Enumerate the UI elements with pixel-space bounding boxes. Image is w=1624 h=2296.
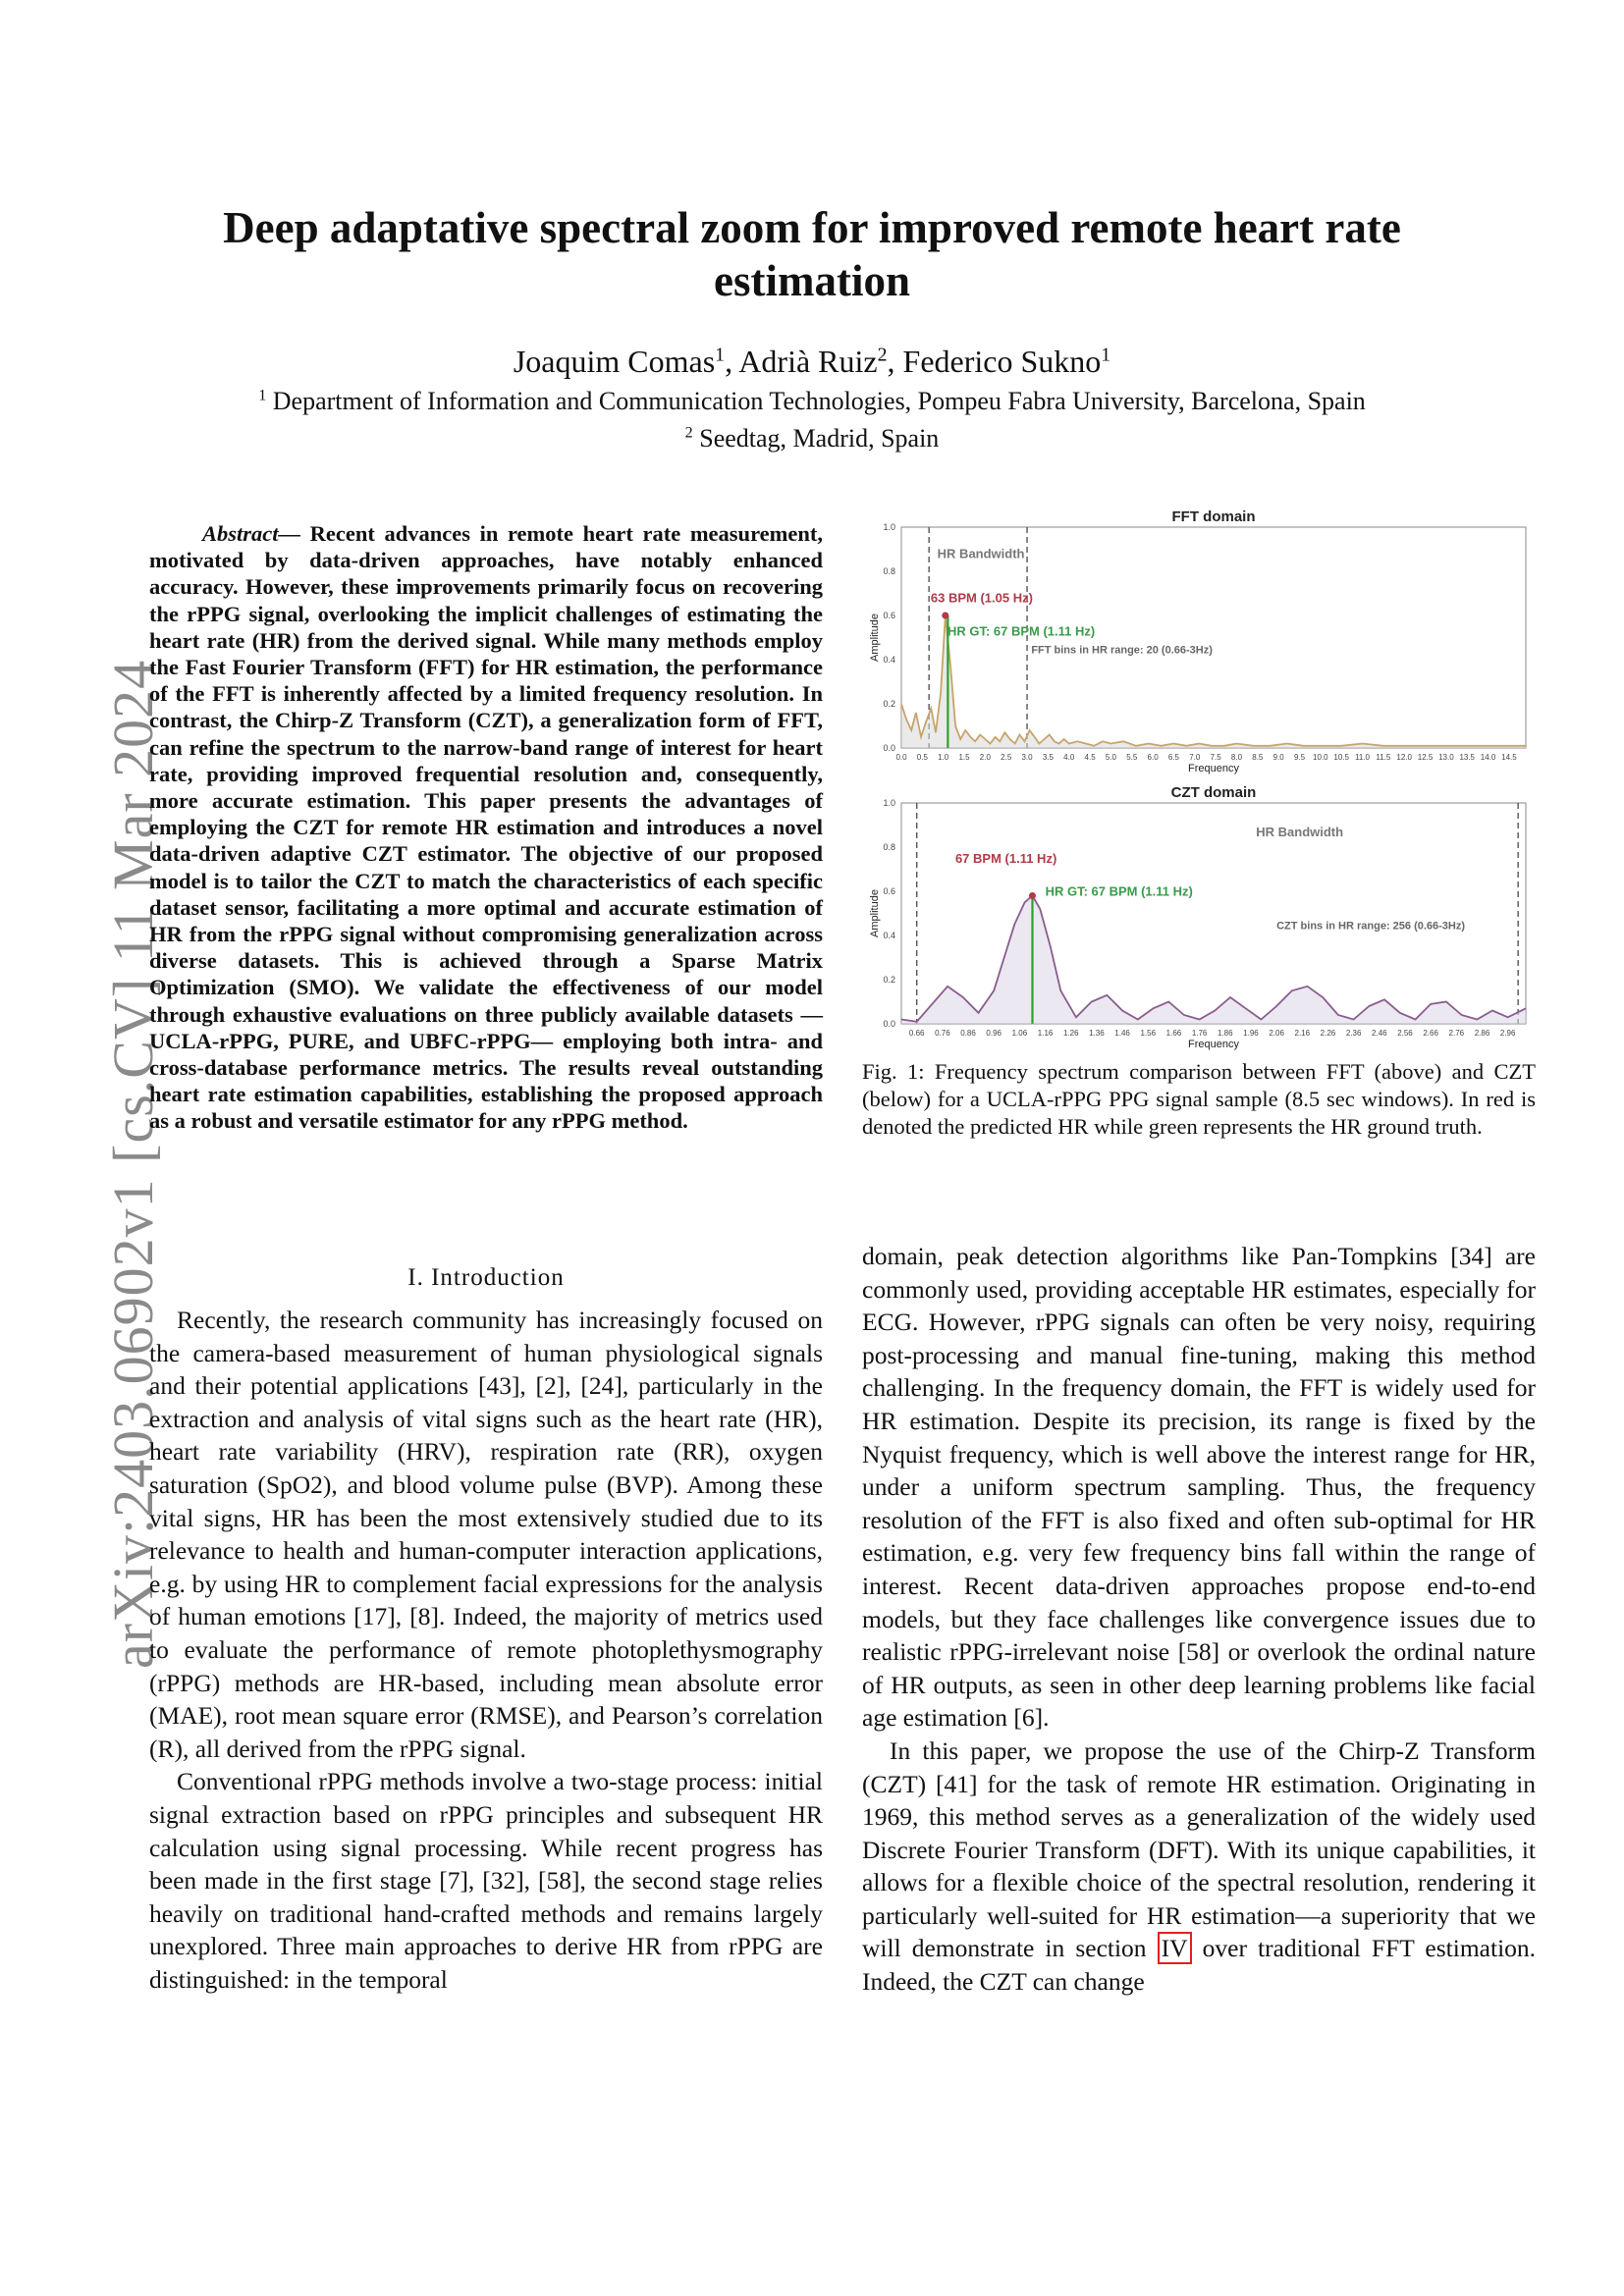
- x-tick-label: 2.16: [1294, 1029, 1311, 1038]
- y-tick-label: 1.0: [883, 522, 895, 532]
- x-tick-label: 0.76: [935, 1029, 950, 1038]
- x-tick-label: 2.46: [1372, 1029, 1387, 1038]
- x-tick-label: 1.5: [958, 753, 970, 762]
- arxiv-id: arXiv:2403.06902v1 [cs.CV] 11 Mar 2024: [101, 659, 165, 1669]
- paragraph: Conventional rPPG methods involve a two-stage process: initial signal extraction based on rPPG principles and subsequent HR calculation using signal processing. While recent progress has been made in the first stage [7], [32], [58], the second stage relies heavily on traditional hand-crafted methods and remains largely unexplored. Three main approaches to derive HR from rPPG are distinguished: in the temporal: [149, 1767, 823, 1994]
- paragraph: [862, 1735, 1536, 1999]
- x-tick-label: 9.0: [1272, 753, 1284, 762]
- x-tick-label: 10.0: [1313, 753, 1328, 762]
- predicted-hr-label: 63 BPM (1.05 Hz): [930, 590, 1033, 606]
- author-name: Adrià Ruiz: [738, 344, 878, 379]
- x-tick-label: 6.0: [1147, 753, 1159, 762]
- x-tick-label: 2.06: [1269, 1029, 1284, 1038]
- y-tick-label: 0.2: [883, 699, 895, 709]
- ground-truth-label: HR GT: 67 BPM (1.11 Hz): [947, 623, 1096, 639]
- x-tick-label: 2.36: [1345, 1029, 1362, 1038]
- bins-label: CZT bins in HR range: 256 (0.66-3Hz): [1276, 920, 1466, 933]
- figure-caption: Fig. 1: Frequency spectrum comparison between FFT (above) and CZT (below) for a UCLA-rPPG PPG signal sample (8.5 sec windows). In red is denoted the predicted HR while green represents the HR ground truth.: [862, 1059, 1536, 1139]
- paragraph: Recently, the research community has increasingly focused on the camera-based measurement of human physiological signals and their potential applications [43], [2], [24], particularly in the extraction and analysis of vital signs such as the heart rate (HR), heart rate variability (HRV), respiration rate (RR), oxygen saturation (SpO2), and blood volume pulse (BVP). Among these vital signs, HR has been the most extensively studied due to its relevance to health and human-computer interaction applications, e.g. by using HR to complement facial expressions for the analysis of human emotions [17], [8]. Indeed, the majority of metrics used to evaluate the performance of remote photoplethysmography (rPPG) methods are HR-based, including mean absolute error (MAE), root mean square error (RMSE), and Pearson’s correlation (R), all derived from the rPPG signal.: [149, 1306, 823, 1763]
- affiliation-mark: 1: [258, 387, 267, 404]
- x-tick-label: 14.0: [1480, 753, 1496, 762]
- x-tick-label: 1.46: [1114, 1029, 1130, 1038]
- y-tick-label: 0.4: [883, 931, 895, 940]
- x-tick-label: 3.5: [1042, 753, 1054, 762]
- paragraph-text: over traditional FFT estimation. Indeed, the CZT can change: [862, 1934, 1537, 1997]
- x-tick-label: 0.5: [916, 753, 928, 762]
- spectrum-figure: [862, 506, 1536, 1055]
- left-column-body: [149, 1304, 823, 1996]
- x-tick-label: 1.16: [1037, 1029, 1054, 1038]
- x-tick-label: 6.5: [1167, 753, 1180, 762]
- x-tick-label: 1.26: [1062, 1029, 1079, 1038]
- x-tick-label: 1.66: [1165, 1029, 1182, 1038]
- x-tick-label: 7.0: [1189, 753, 1201, 762]
- x-tick-label: 1.76: [1191, 1029, 1208, 1038]
- x-tick-label: 9.5: [1293, 753, 1306, 762]
- figure-1: [862, 506, 1536, 1055]
- x-tick-label: 12.5: [1417, 753, 1434, 762]
- affiliation-line: [147, 424, 1477, 454]
- x-tick-label: 1.86: [1217, 1029, 1233, 1038]
- y-tick-label: 0.4: [883, 655, 895, 665]
- x-tick-label: 8.0: [1230, 753, 1243, 762]
- x-tick-label: 8.5: [1252, 753, 1264, 762]
- x-tick-label: 1.06: [1011, 1029, 1028, 1038]
- x-tick-label: 2.0: [979, 753, 991, 762]
- section-heading: I. Introduction: [407, 1264, 565, 1291]
- predicted-peak-marker: [1029, 892, 1036, 899]
- author-affiliation-mark: 1: [715, 344, 726, 366]
- abstract-text: Recent advances in remote heart rate measurement, motivated by data-driven approaches, have notably enhanced accuracy. However, these improvements primarily focus on recovering the rPPG signal, overlooking the implicit challenges of estimating the heart rate (HR) from the derived signal. While many methods employ the Fast Fourier Transform (FFT) for HR estimation, the performance of the FFT is inherently affected by a limited frequency resolution. In contrast, the Chirp-Z Transform (CZT), a generalization form of FFT, can refine the spectrum to the narrow-band range of interest for heart rate, providing improved frequential resolution and, consequently, more accurate estimation. This paper presents the advantages of employing the CZT for remote HR estimation and introduces a novel data-driven adaptive CZT estimator. The objective of our proposed model is to tailor the CZT to match the characteristics of each specific dataset sensor, facilitating a more optimal and accurate estimation of HR from the rPPG signal without compromising generalization across diverse datasets. This is achieved through a Sparse Matrix Optimization (SMO). We validate the effectiveness of our model through exhaustive evaluations on three publicly available datasets —UCLA-rPPG, PURE, and UBFC-rPPG— employing both intra- and cross-database performance metrics. The results reveal outstanding heart rate estimation capabilities, establishing the proposed approach as a robust and versatile estimator for any rPPG method.: [149, 521, 823, 1134]
- right-column-body: [862, 1240, 1536, 1999]
- affiliation-line: [147, 387, 1477, 416]
- chart-title: FFT domain: [1171, 508, 1256, 525]
- x-tick-label: 2.76: [1448, 1029, 1465, 1038]
- paragraph-text: In this paper, we propose the use of the Chirp-Z Transform (CZT) [41] for the task of remote HR estimation. Originating in 1969, this method serves as a generalization of the widely used Discrete Fourier Transform (DFT). With its unique capabilities, it allows for a flexible choice of the spectral resolution, rendering it particularly well-suited for HR estimation—a superiority that we will demonstrate in section: [862, 1735, 1536, 1963]
- paper-title: Deep adaptative spectral zoom for improved remote heart rate estimation: [223, 203, 1401, 305]
- x-tick-label: 5.0: [1105, 753, 1116, 762]
- x-axis-label: Frequency: [1188, 1039, 1239, 1050]
- x-tick-label: 0.0: [895, 753, 907, 762]
- x-tick-label: 4.5: [1084, 753, 1096, 762]
- x-tick-label: 11.0: [1355, 753, 1371, 762]
- y-tick-label: 0.0: [883, 1019, 895, 1029]
- x-tick-label: 1.36: [1089, 1029, 1105, 1038]
- x-tick-label: 0.66: [908, 1029, 925, 1038]
- y-tick-label: 0.8: [883, 566, 895, 576]
- y-axis-label: Amplitude: [869, 614, 881, 662]
- x-axis-label: Frequency: [1188, 763, 1239, 774]
- x-tick-label: 1.96: [1243, 1029, 1259, 1038]
- x-tick-label: 3.0: [1021, 753, 1033, 762]
- y-tick-label: 0.6: [883, 886, 895, 896]
- x-tick-label: 0.86: [960, 1029, 976, 1038]
- x-tick-label: 0.96: [986, 1029, 1002, 1038]
- y-tick-label: 0.0: [883, 743, 895, 753]
- x-tick-label: 2.56: [1397, 1029, 1413, 1038]
- abstract: [149, 520, 823, 1135]
- x-tick-label: 1.56: [1140, 1029, 1157, 1038]
- x-tick-label: 12.0: [1396, 753, 1413, 762]
- x-tick-label: 13.5: [1459, 753, 1476, 762]
- author-affiliation-mark: 2: [877, 344, 888, 366]
- x-tick-label: 1.0: [938, 753, 949, 762]
- x-tick-label: 2.96: [1499, 1029, 1516, 1038]
- x-tick-label: 13.0: [1438, 753, 1454, 762]
- predicted-peak-marker: [942, 613, 948, 619]
- affiliation-text: Department of Information and Communication Technologies, Pompeu Fabra University, Barcelona, Spain: [272, 387, 1366, 415]
- x-tick-label: 10.5: [1333, 753, 1349, 762]
- x-tick-label: 14.5: [1501, 753, 1517, 762]
- y-tick-label: 0.6: [883, 611, 895, 620]
- y-tick-label: 0.2: [883, 975, 895, 985]
- x-tick-label: 5.5: [1126, 753, 1138, 762]
- x-tick-label: 2.5: [1001, 753, 1012, 762]
- predicted-hr-label: 67 BPM (1.11 Hz): [954, 850, 1057, 866]
- bins-label: FFT bins in HR range: 20 (0.66-3Hz): [1031, 644, 1213, 657]
- band-label: HR Bandwidth: [1256, 824, 1344, 839]
- y-axis-label: Amplitude: [869, 889, 881, 937]
- paragraph: domain, peak detection algorithms like Pan-Tompkins [34] are commonly used, providing acceptable HR estimates, especially for ECG. However, rPPG signals can often be very noisy, requiring post-processing and manual fine-tuning, making this method challenging. In the frequency domain, the FFT is widely used for HR estimation. Despite its precision, its range is fixed by the Nyquist frequency, which is well above the interest range for HR, under a uniform spectrum sampling. Thus, the frequency resolution of the FFT is also fixed and often sub-optimal for HR estimation, e.g. very few frequency bins fall within the range of interest. Recent data-driven approaches propose end-to-end models, but they face challenges like convergence issues due to realistic rPPG-irrelevant noise [58] or overlook the ordinal nature of HR outputs, as seen in other deep learning problems like facial age estimation [6].: [862, 1242, 1536, 1733]
- author-list: Joaquim Comas$^1$, Adrià Ruiz$^2$, Federico Sukno$^1$: [513, 344, 1111, 379]
- chart-title: CZT domain: [1170, 784, 1257, 801]
- y-tick-label: 1.0: [883, 798, 895, 808]
- x-tick-label: 4.0: [1063, 753, 1075, 762]
- affiliation-text: Seedtag, Madrid, Spain: [699, 424, 940, 453]
- y-tick-label: 0.8: [883, 842, 895, 852]
- author-affiliation-mark: 1: [1101, 344, 1111, 366]
- ground-truth-label: HR GT: 67 BPM (1.11 Hz): [1045, 883, 1193, 899]
- section-reference-link[interactable]: IV: [1158, 1932, 1192, 1964]
- abstract-label: Abstract—: [202, 521, 301, 546]
- x-tick-label: 2.86: [1474, 1029, 1490, 1038]
- author-name: Joaquim Comas: [513, 344, 716, 379]
- x-tick-label: 7.5: [1210, 753, 1221, 762]
- band-label: HR Bandwidth: [937, 546, 1025, 561]
- x-tick-label: 11.5: [1376, 753, 1391, 762]
- x-tick-label: 2.26: [1320, 1029, 1336, 1038]
- affiliation-mark: 2: [684, 424, 693, 442]
- x-tick-label: 2.66: [1423, 1029, 1438, 1038]
- author-name: Federico Sukno: [902, 344, 1102, 379]
